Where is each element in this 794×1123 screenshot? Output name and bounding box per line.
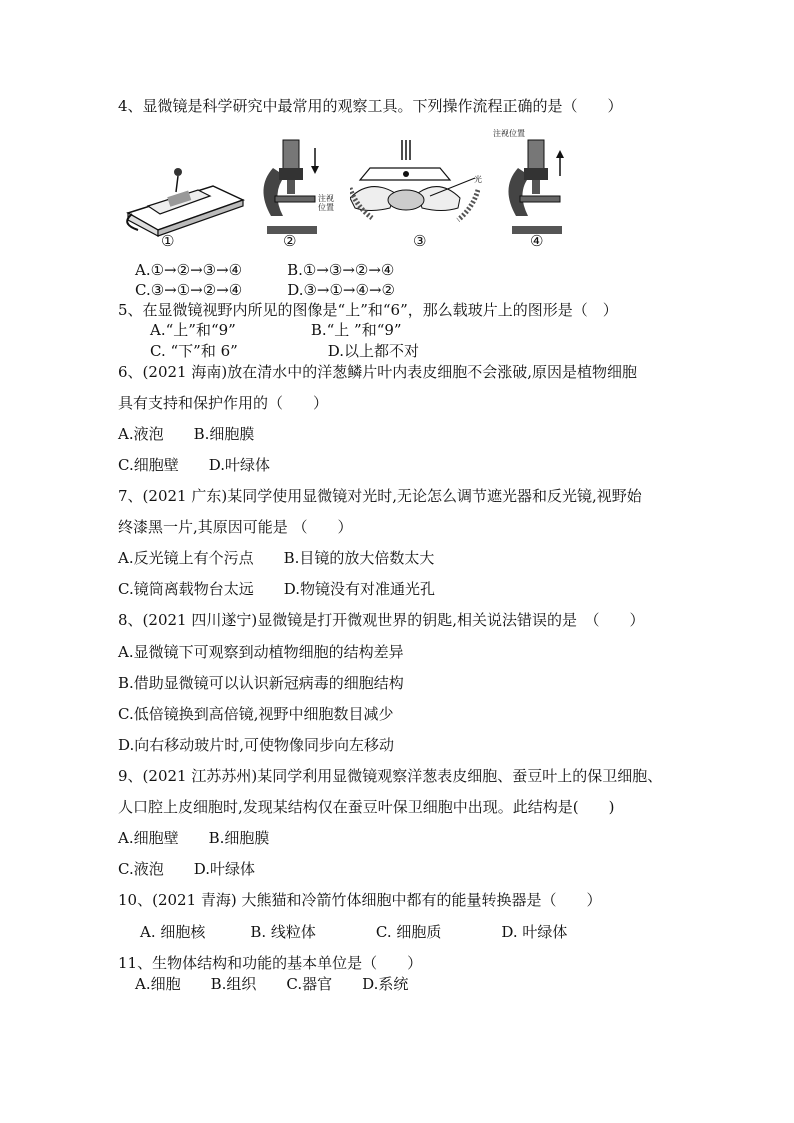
- annotation-watch-position-4: 注视位置: [493, 129, 525, 138]
- figure-label-1: ①: [161, 232, 175, 250]
- question-8-option-c: C.低倍镜换到高倍镜,视野中细胞数目减少: [118, 705, 394, 723]
- question-10-options: A. 细胞核 B. 线粒体 C. 细胞质 D. 叶绿体: [140, 923, 568, 941]
- question-11-options: A.细胞 B.组织 C.器官 D.系统: [135, 975, 409, 993]
- figure-label-4: ④: [530, 232, 544, 250]
- figure-step-1-illustration: [118, 158, 248, 238]
- question-6-options-row-2: C.细胞壁 D.叶绿体: [118, 456, 270, 474]
- question-4-stem: 4、显微镜是科学研究中最常用的观察工具。下列操作流程正确的是（ ）: [118, 97, 623, 115]
- question-8-option-a: A.显微镜下可观察到动植物细胞的结构差异: [118, 643, 404, 661]
- question-9-options-row-1: A.细胞壁 B.细胞膜: [118, 829, 270, 847]
- question-10-stem: 10、(2021 青海) 大熊猫和冷箭竹体细胞中都有的能量转换器是（ ）: [118, 891, 602, 909]
- figure-step-3-illustration: [350, 138, 480, 238]
- figure-label-2: ②: [283, 232, 297, 250]
- question-5-stem: 5、在显微镜视野内所见的图像是“上”和“6”，那么载玻片上的图形是（ ）: [118, 301, 618, 319]
- question-5-options-row-1: A.“上”和“9” B.“上 ”和“9”: [150, 321, 402, 339]
- figure-step-4-illustration: [496, 132, 586, 238]
- question-8-option-b: B.借助显微镜可以认识新冠病毒的细胞结构: [118, 674, 404, 692]
- annotation-watch-position-2: 注视位置: [318, 194, 334, 212]
- question-5-options-row-2: C. “下”和 6” D.以上都不对: [150, 342, 420, 360]
- figure-step-2-illustration: [253, 138, 333, 238]
- question-6-options-row-1: A.液泡 B.细胞膜: [118, 425, 255, 443]
- question-11-stem: 11、生物体结构和功能的基本单位是（ ）: [118, 954, 423, 972]
- microscope-procedure-figure: [118, 128, 638, 258]
- figure-label-3: ③: [413, 232, 427, 250]
- question-9-options-row-2: C.液泡 D.叶绿体: [118, 860, 255, 878]
- question-8-stem: 8、(2021 四川遂宁)显微镜是打开微观世界的钥匙,相关说法错误的是 （ ）: [118, 611, 645, 629]
- question-6-stem-line-1: 6、(2021 海南)放在清水中的洋葱鳞片叶内表皮细胞不会涨破,原因是植物细胞: [118, 363, 637, 381]
- question-7-stem-line-2: 终漆黑一片,其原因可能是 （ ）: [118, 518, 353, 536]
- question-9-stem-line-2: 人口腔上皮细胞时,发现某结构仅在蚕豆叶保卫细胞中出现。此结构是( ): [118, 798, 615, 816]
- question-9-stem-line-1: 9、(2021 江苏苏州)某同学利用显微镜观察洋葱表皮细胞、蚕豆叶上的保卫细胞、: [118, 767, 663, 785]
- question-7-options-row-1: A.反光镜上有个污点 B.目镜的放大倍数太大: [118, 549, 435, 567]
- question-4-options-row-1: A.①→②→③→④ B.①→③→②→④: [135, 261, 395, 279]
- annotation-light: 光: [474, 175, 482, 184]
- question-6-stem-line-2: 具有支持和保护作用的（ ）: [118, 394, 329, 412]
- question-7-options-row-2: C.镜筒离载物台太远 D.物镜没有对准通光孔: [118, 580, 435, 598]
- question-7-stem-line-1: 7、(2021 广东)某同学使用显微镜对光时,无论怎么调节遮光器和反光镜,视野始: [118, 487, 642, 505]
- question-4-options-row-2: C.③→①→②→④ D.③→①→④→②: [135, 281, 395, 299]
- question-8-option-d: D.向右移动玻片时,可使物像同步向左移动: [118, 736, 395, 754]
